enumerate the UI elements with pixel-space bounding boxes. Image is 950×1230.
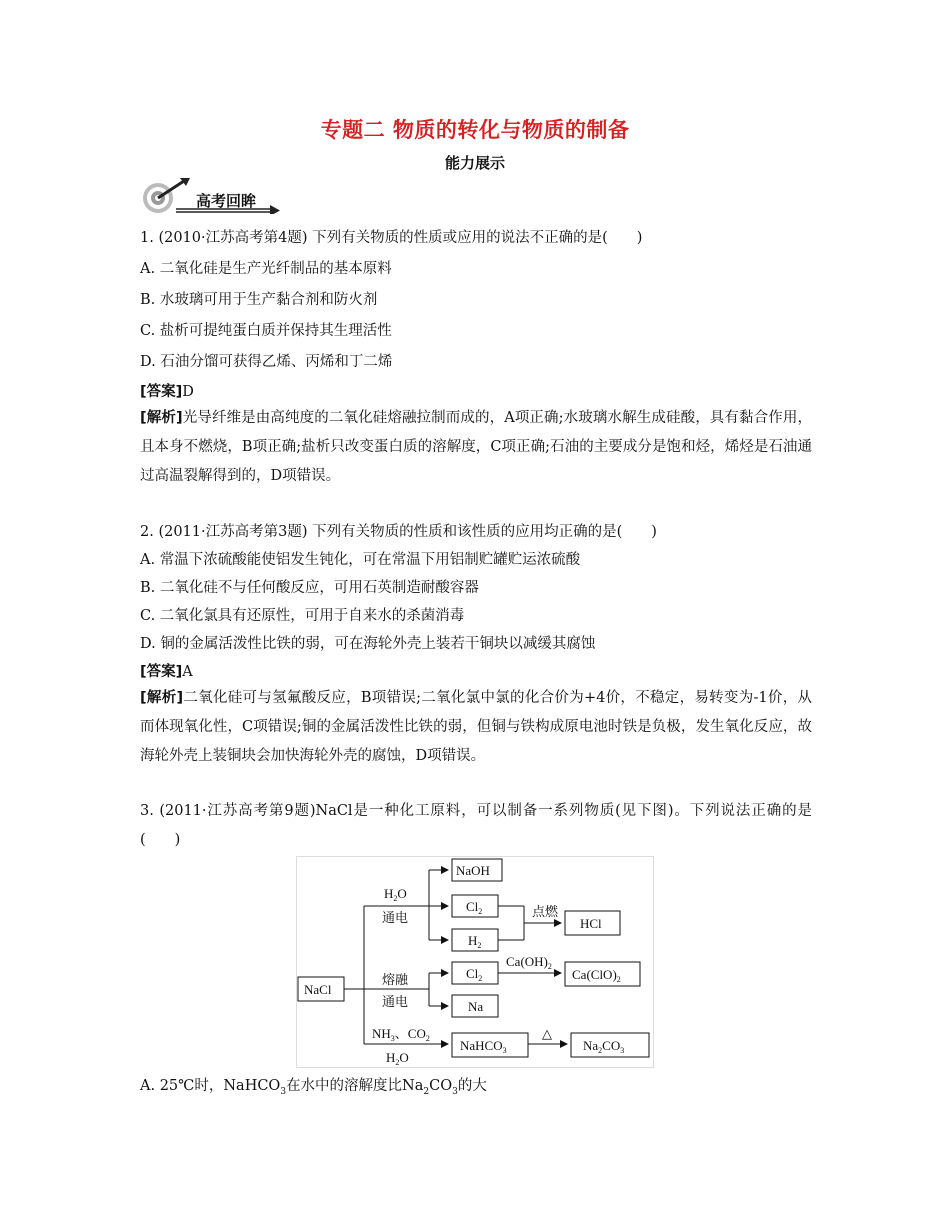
- q3-option-a: A. 25℃时，NaHCO$_3$在水中的溶解度比$Na_2CO_3$的大: [140, 1078, 487, 1097]
- label-caclo2: $Ca(ClO)_2$: [572, 967, 621, 984]
- q2-answer: [140, 662, 193, 682]
- label-tongdian-2: 通电: [382, 994, 409, 1009]
- analysis-label: [解析]: [140, 410, 183, 426]
- q1-option-d: D. 石油分馏可获得乙烯、丙烯和丁二烯: [140, 354, 393, 370]
- label-nacl: NaCl: [304, 982, 332, 997]
- label-h2o-top: $H_2O$: [384, 886, 407, 903]
- analysis-label: [解析]: [140, 690, 184, 706]
- label-na: Na: [468, 999, 484, 1014]
- q2-option-d: D. 铜的金属活泼性比铁的弱，可在海轮外壳上装若干铜块以减缓其腐蚀: [140, 636, 596, 652]
- q2-option-b: B. 二氧化硅不与任何酸反应，可用石英制造耐酸容器: [140, 580, 479, 596]
- analysis-text: 光导纤维是由高纯度的二氧化硅熔融拉制而成的，A项正确;水玻璃水解生成硅酸，具有黏合作用，且本身不燃烧，B项正确;盐析只改变蛋白质的溶解度，C项正确;石油的主要成分是饱和烃，烯烃是石油通过高温裂解得到的，D项错误。: [140, 410, 812, 484]
- label-na2co3: $Na_2CO_3$: [583, 1038, 625, 1055]
- q1-analysis: [140, 404, 812, 491]
- answer-value: A: [182, 664, 193, 680]
- label-h2o-bottom: $H_2O$: [386, 1050, 409, 1067]
- analysis-text: 二氧化硅可与氢氟酸反应，B项错误;二氧化氯中氯的化合价为+4价，不稳定，易转变为-1价，从而体现氧化性，C项错误;铜的金属活泼性比铁的弱，但铜与铁构成原电池时铁是负极，发生氧化反应，故海轮外壳上装铜块会加快海轮外壳的腐蚀，D项错误。: [140, 690, 812, 764]
- label-naoh: NaOH: [456, 863, 490, 878]
- label-rongrong: 熔融: [382, 972, 409, 987]
- label-cl2-mid: $Cl_2$: [466, 966, 483, 983]
- label-nh3-co2: $NH_3$、$CO_2$: [372, 1026, 430, 1043]
- label-h2: $H_2$: [468, 933, 482, 950]
- q2-analysis: [140, 684, 812, 771]
- q1-option-a: A. 二氧化硅是生产光纤制品的基本原料: [140, 261, 392, 277]
- label-nahco3: NaHCO$_3$: [460, 1038, 507, 1055]
- q1-answer: [140, 382, 194, 402]
- question-3-stem: 3. (2011·江苏高考第9题)NaCl是一种化工原料，可以制备一系列物质(见下图)。下列说法正确的是( ): [140, 803, 812, 848]
- label-hcl: HCl: [580, 916, 602, 931]
- question-2-stem: 2. (2011·江苏高考第3题) 下列有关物质的性质和该性质的应用均正确的是( ): [140, 524, 657, 540]
- section-banner: 高考回眸: [196, 192, 257, 210]
- answer-label: [答案]: [140, 384, 183, 400]
- q2-option-c: C. 二氧化氯具有还原性，可用于自来水的杀菌消毒: [140, 608, 465, 624]
- label-delta: △: [542, 1026, 552, 1041]
- page-title: 专题二 物质的转化与物质的制备: [320, 118, 630, 142]
- page-subtitle: 能力展示: [444, 154, 505, 172]
- q1-option-b: B. 水玻璃可用于生产黏合剂和防火剂: [140, 292, 378, 308]
- answer-value: D: [182, 384, 194, 400]
- q2-option-a: A. 常温下浓硫酸能使铝发生钝化，可在常温下用铝制贮罐贮运浓硫酸: [140, 552, 581, 568]
- label-dianran: 点燃: [532, 904, 559, 919]
- label-cl2-top: $Cl_2$: [466, 899, 483, 916]
- label-tongdian-1: 通电: [382, 910, 409, 925]
- answer-label: [答案]: [140, 664, 183, 680]
- label-caoh2: $Ca(OH)_2$: [506, 954, 552, 971]
- nacl-conversion-diagram: [296, 856, 654, 1068]
- question-1-stem: 1. (2010·江苏高考第4题) 下列有关物质的性质或应用的说法不正确的是( ): [140, 230, 643, 246]
- q1-option-c: C. 盐析可提纯蛋白质并保持其生理活性: [140, 323, 392, 339]
